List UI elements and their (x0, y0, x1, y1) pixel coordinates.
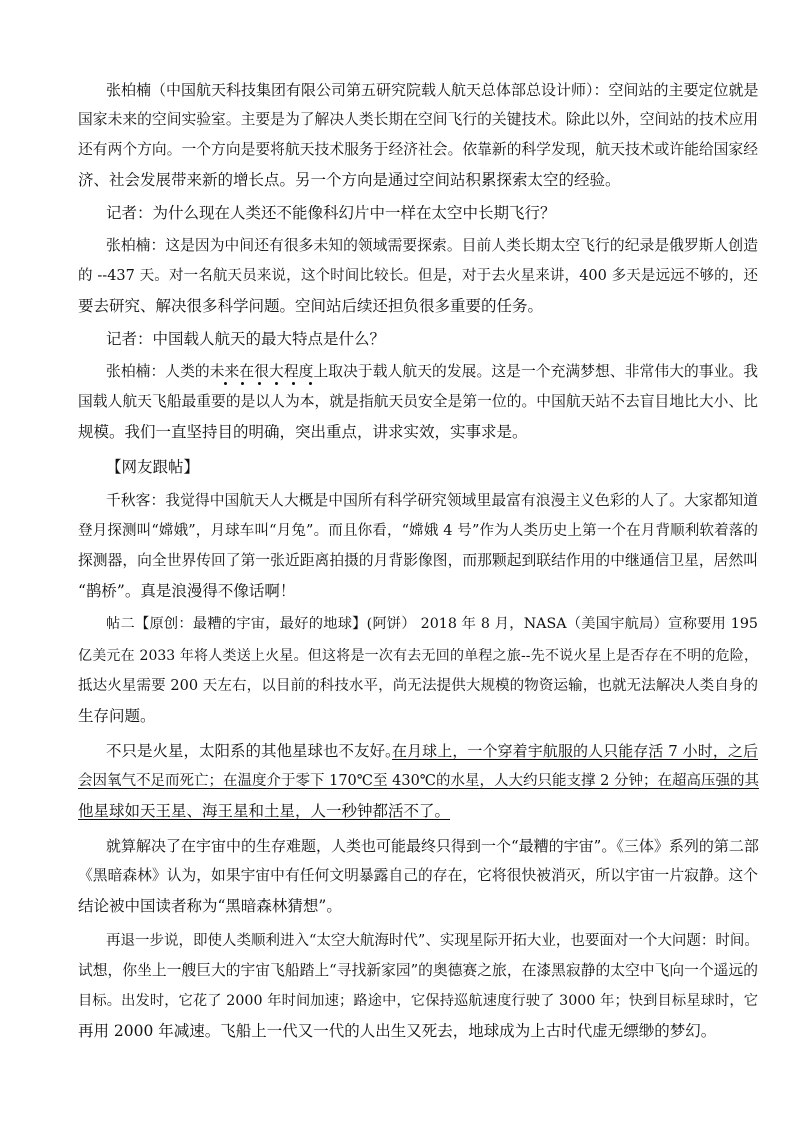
paragraph-line: 张柏楠：这是因为中间还有很多未知的领域需要探索。目前人类长期太空飞行的纪录是俄罗斯人创造 (106, 237, 758, 254)
paragraph-line: 济、社会发展带来新的增长点。另一个方向是通过空间站积累探索太空的经验。 (78, 171, 621, 189)
emphasis-dots (222, 382, 324, 386)
paragraph-line: 帖二【原创：最糟的宇宙，最好的地球】(阿饼） 2018 年 8 月，NASA（美国宇航局）宣称要用 195 (106, 616, 758, 632)
paragraph-line: 再用 2000 年减速。飞船上一代又一代的人出生又死去，地球成为上古时代虚无缥缈的梦幻。 (78, 1022, 717, 1040)
paragraph-line: 再退一步说，即使人类顺利进入“太空大航海时代”、实现星际开拓大业，也要面对一个大问题：时间。 (106, 933, 759, 949)
paragraph-line: 登月探测叫“嫦娥”，月球车叫“月兔”。而且你看，“嫦娥 4 号”作为人类历史上第一个在月背顺利软着落的 (78, 523, 758, 539)
paragraph-line: 就算解决了在宇宙中的生存难题，人类也可能最终只得到一个“最糟的宇宙”。《三体》系列的第二部 (106, 837, 759, 855)
paragraph-line: 千秋客：我觉得中国航天人大概是中国所有科学研究领域里最富有浪漫主义色彩的人了。大家都知道 (106, 492, 758, 509)
paragraph-line: “鹊桥”。真是浪漫得不像话啊！ (78, 582, 296, 600)
underlined-text: 他星球如天王星、海王星和土星，人一秒钟都活不了。 (78, 802, 451, 820)
paragraph-line: 亿美元在 2033 年将人类送上火星。但这将是一次有去无回的单程之旅--先不说火星上是否存在不明的危险， (78, 648, 758, 664)
paragraph-line: 目标。出发时，它花了 2000 年时间加速；路途中，它保持巡航速度行驶了 3000 年；快到目标星球时，它 (78, 993, 758, 1009)
paragraph-line: 《黑暗森林》认为，如果宇宙中有任何文明暴露自己的存在，它将很快被消灭，所以宇宙一片寂静。这个 (78, 867, 758, 884)
underlined-text: 在月球上，一个穿着宇航服的人只能存活 7 小时，之后 (392, 742, 758, 760)
section-heading: 【网友跟帖】 (106, 458, 200, 476)
underlined-text: 会因氧气不足而死亡；在温度介于零下 170℃至 430℃的水星，人大约只能支撑 2 分钟；在超高压强的其 (78, 773, 759, 789)
paragraph-line: 张柏楠（中国航天科技集团有限公司第五研究院载人航天总体部总设计师）：空间站的主要定位就是 (106, 81, 759, 99)
paragraph-line: 记者：为什么现在人类还不能像科幻片中一样在太空中长期飞行？ (106, 204, 556, 222)
paragraph-line: 规模。我们一直坚持目的明确，突出重点，讲求实效，实事求是。 (78, 423, 528, 441)
paragraph-line: 生存问题。 (78, 707, 156, 725)
paragraph-line: 国载人航天飞船最重要的是以人为本，就是指航天员安全是第一位的。中国航天站不去盲目地比大小、比 (78, 393, 758, 410)
paragraph-line: 不只是火星，太阳系的其他星球也不友好。 (106, 742, 401, 760)
paragraph-line: 抵达火星需要 200 天左右，以目前的科技水平，尚无法提供大规模的物资运输，也就无法解决人类自身的 (78, 678, 758, 694)
paragraph-line: 结论被中国读者称为“黑暗森林猜想”。 (78, 897, 342, 915)
paragraph-line: 国家未来的空间实验室。主要是为了解决人类长期在空间飞行的关键技术。除此以外，空间站的技术应用 (78, 111, 758, 128)
paragraph-line: 探测器，向全世界传回了第一张近距离拍摄的月背影像图，而那颗起到联结作用的中继通信卫星，居然叫 (78, 552, 758, 569)
paragraph-line: 试想，你坐上一艘巨大的宇宙飞船踏上“寻找新家园”的奥德赛之旅，在漆黑寂静的太空中飞向一个遥远的 (78, 962, 758, 979)
paragraph-line: 要去研究、解决很多科学问题。空间站后续还担负很多重要的任务。 (78, 297, 544, 315)
paragraph-line: 记者：中国载人航天的最大特点是什么？ (106, 330, 386, 348)
paragraph-line: 还有两个方向。一个方向是要将航天技术服务于经济社会。依靠新的科学发现，航天技术或许能给国家经 (78, 141, 758, 158)
paragraph-line: 的 --437 天。对一名航天员来说，这个时间比较长。但是，对于去火星来讲，400 多天是远远不够的，还 (78, 268, 758, 284)
paragraph-line: 张柏楠：人类的未来在很大程度上取决于载人航天的发展。这是一个充满梦想、非常伟大的事业。我 (106, 363, 758, 380)
